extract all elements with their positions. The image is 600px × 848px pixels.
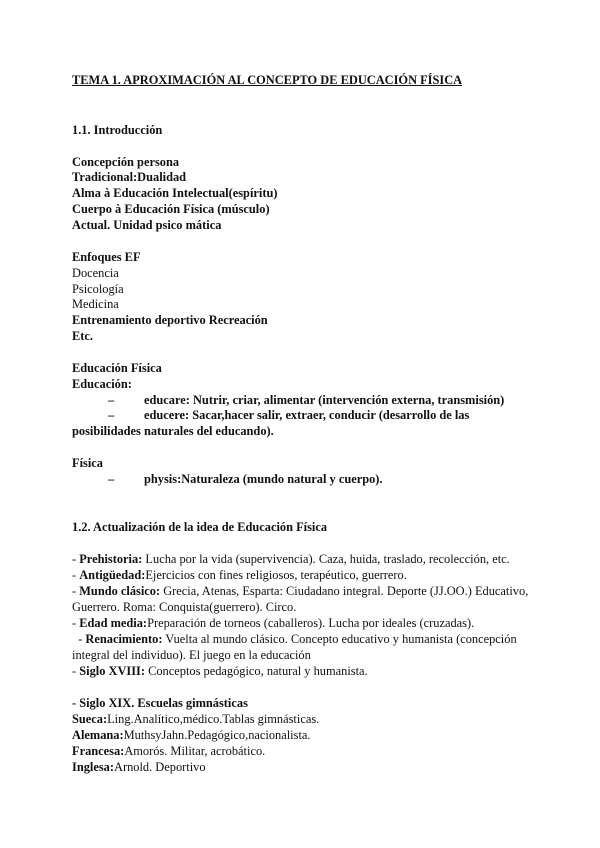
enfoques-heading: Enfoques EF (72, 250, 141, 264)
educare-item: educare: Nutrir, criar, alimentar (intervención externa, transmisión) (144, 393, 505, 407)
history-term: Prehistoria: (79, 552, 143, 566)
fisica-label: Física (72, 456, 103, 470)
history-item: - Edad media:Preparación de torneos (caballeros). Lucha por ideales (cruzadas). (72, 616, 475, 630)
history-term: Renacimiento: (85, 632, 163, 646)
enfoques-item: Medicina (72, 297, 119, 311)
enfoques-item: Etc. (72, 329, 93, 343)
educacion-label: Educación: (72, 377, 132, 391)
section-heading-introduccion: 1.1. Introducción (72, 123, 163, 137)
history-item: - Antigüedad:Ejercicios con fines religiosos, terapéutico, guerrero. (72, 568, 407, 582)
enfoques-item: Entrenamiento deportivo Recreación (72, 313, 268, 327)
school-term: Sueca: (72, 712, 108, 726)
history-term: Antigüedad: (79, 568, 146, 582)
dash-bullet: – (108, 408, 115, 422)
physis-item: physis:Naturaleza (mundo natural y cuerpo). (144, 472, 383, 486)
school-term: Francesa: (72, 744, 125, 758)
school-row: Alemana:MuthsyJahn.Pedagógico,nacionalista. (72, 728, 311, 742)
concepcion-line: Actual. Unidad psico mática (72, 218, 222, 232)
history-item-cont: Guerrero. Roma: Conquista(guerrero). Circo. (72, 600, 297, 614)
educere-item-cont: posibilidades naturales del educando). (72, 424, 274, 438)
educere-item: educere: Sacar,hacer salir, extraer, conducir (desarrollo de las (144, 408, 470, 422)
concepcion-heading: Concepción persona (72, 155, 180, 169)
history-term: Edad media: (79, 616, 148, 630)
history-item-cont: integral del individuo). El juego en la educación (72, 648, 311, 662)
enfoques-item: Docencia (72, 266, 119, 280)
concepcion-line: Tradicional:Dualidad (72, 170, 187, 184)
history-item: - Mundo clásico: Grecia, Atenas, Esparta: Ciudadano integral. Deporte (JJ.OO.) Educativo, (72, 584, 529, 598)
enfoques-item: Psicología (72, 282, 124, 296)
concepcion-line: Cuerpo à Educación Física (músculo) (72, 202, 270, 216)
siglo-xix-heading: - Siglo XIX. Escuelas gimnásticas (72, 696, 248, 710)
dash-bullet: – (108, 472, 115, 486)
history-term: Siglo XVIII: (79, 664, 145, 678)
ef-heading: Educación Física (72, 361, 162, 375)
school-term: Inglesa: (72, 760, 114, 774)
document-title: TEMA 1. APROXIMACIÓN AL CONCEPTO DE EDUCACIÓN FÍSICA (72, 73, 463, 87)
history-item: - Prehistoria: Lucha por la vida (supervivencia). Caza, huida, traslado, recolección, etc. (72, 552, 510, 566)
history-term: Mundo clásico: (79, 584, 161, 598)
school-term: Alemana: (72, 728, 124, 742)
school-row: Inglesa:Arnold. Deportivo (72, 760, 206, 774)
concepcion-line: Alma à Educación Intelectual(espíritu) (72, 186, 278, 200)
history-item: - Siglo XVIII: Conceptos pedagógico, natural y humanista. (72, 664, 368, 678)
school-row: Sueca:Ling.Analítico,médico.Tablas gimnásticas. (72, 712, 320, 726)
section-heading-actualizacion: 1.2. Actualización de la idea de Educación Física (72, 520, 328, 534)
dash-bullet: – (108, 393, 115, 407)
history-item: - Renacimiento: Vuelta al mundo clásico. Concepto educativo y humanista (concepción (72, 632, 517, 646)
school-row: Francesa:Amorós. Militar, acrobático. (72, 744, 266, 758)
